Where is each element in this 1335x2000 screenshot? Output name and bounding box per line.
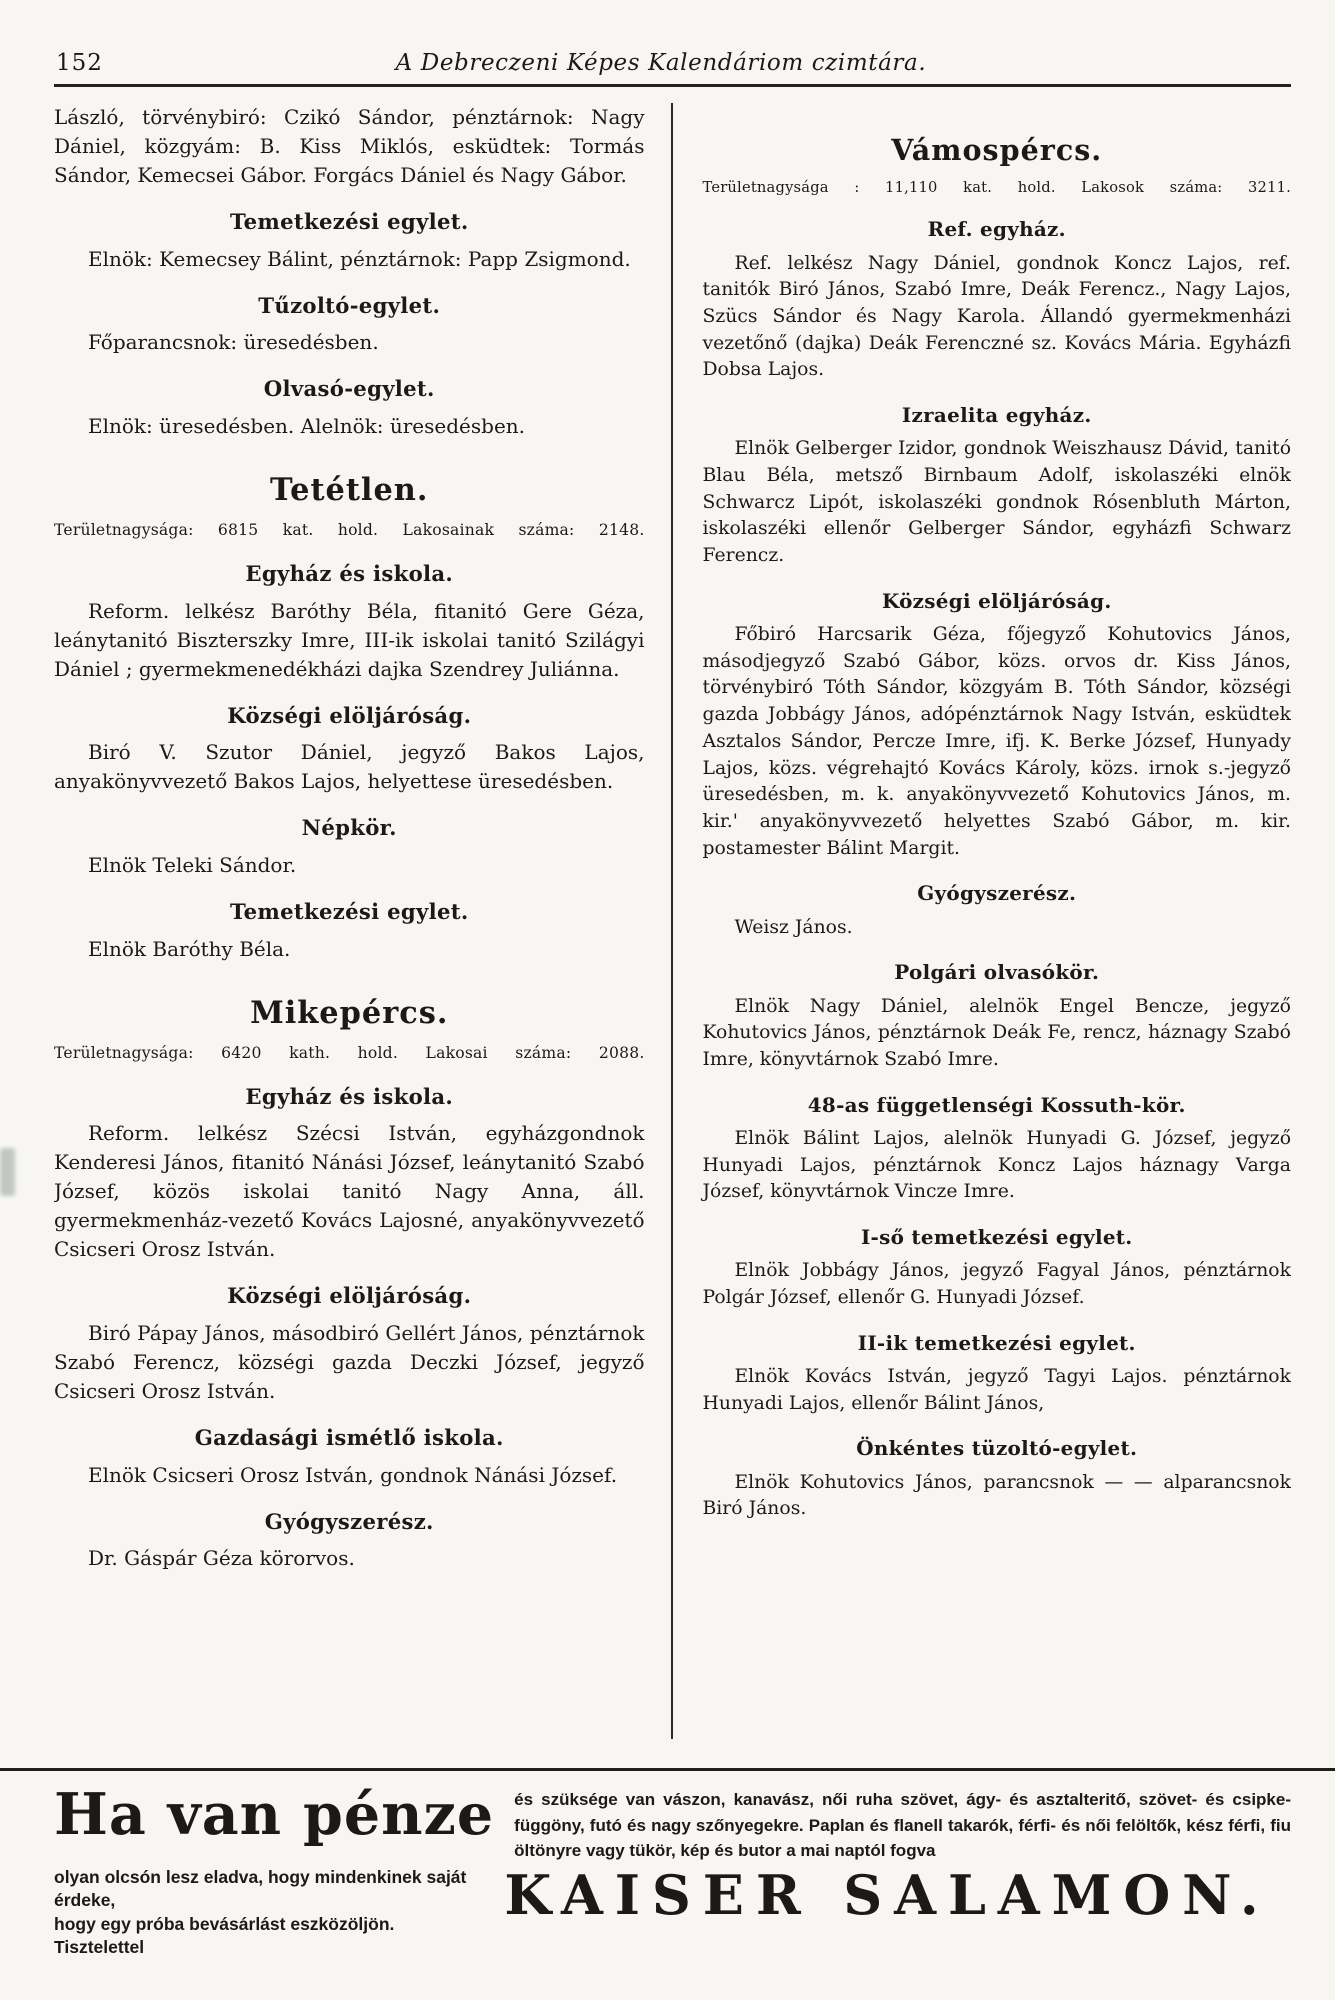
ad-bottom-row (54, 1862, 1291, 1961)
paragraph: Elnök: üresedésben. Alelnök: üresedésben. (88, 414, 526, 439)
section-heading: Egyház és iskola. (245, 1083, 454, 1109)
section-heading: Gyógyszerész. (917, 881, 1077, 906)
section-heading: Olvasó-egylet. (263, 376, 435, 402)
section-heading: Községi elöljáróság. (227, 702, 472, 728)
section-heading: Temetkezési egylet. (229, 209, 469, 234)
area-info: Területnagysága : 11,110 kat. hold. Lakosok száma: 3211. (702, 178, 1291, 196)
paragraph: Elnök Kovács István, jegyző Tagyi Lajos. pénztárnok Hunyadi Lajos, ellenőr Bálint János, (702, 1365, 1291, 1414)
paragraph: Weisz János. (734, 916, 853, 938)
paragraph: Elnök: Kemecsey Bálint, pénztárnok: Papp Zsigmond. (88, 246, 631, 271)
paragraph: Reform. lelkész Szécsi István, egyházgondnok Kenderesi János, fitanitó Nánási József, leánytanitó Szabó József, közös iskolai tanitó Nagy Anna, áll. gyermekmenház-vezető Kovács Lajosné, anyakönyvvezető Csicseri Orosz István. (54, 1121, 645, 1262)
ad-top-text: és szüksége van vászon, kanavász, női ruha szövet, ágy- és asztalteritő, szövet- és csipke-függöny, futó és nagy szőnyegekre. Paplan és flanell takarók, férfi- és női felöltők, kész férfi, fiu öltönyre vagy tükör, kép és butor a mai naptól fogva (514, 1790, 1291, 1860)
section-heading: Községi elöljáróság. (227, 1283, 472, 1309)
paragraph: Reform. lelkész Baróthy Béla, fitanitó Gere Géza, leánytanitó Biszterszky Imre, III-ik iskolai tanitó Szilágyi Dániel ; gyermekmenedékházi dajka Szendrey Juliánna. (54, 598, 645, 681)
town-title: Mikepércs. (250, 994, 449, 1031)
paragraph: Elnök Baróthy Béla. (88, 936, 291, 961)
town-title: Vámospércs. (891, 133, 1103, 167)
section-heading: 48-as függetlenségi Kossuth-kör. (807, 1092, 1186, 1117)
section-heading: Egyház és iskola. (245, 560, 454, 586)
paragraph: Elnök Jobbágy János, jegyző Fagyal János, pénztárnok Polgár József, ellenőr G. Hunyadi József. (702, 1260, 1291, 1308)
paragraph: László, törvénybiró: Czikó Sándor, pénztárnok: Nagy Dániel, közgyám: B. Kiss Miklós, esküdtek: Tormás Sándor, Kemecsei Gábor. Forgács Dániel és Nagy Gábor. (54, 105, 645, 187)
ad-brand-name: KAISER SALAMON. (504, 1862, 1271, 1927)
town-title: Tetétlen. (270, 472, 429, 509)
ad-bottom-line1: olyan olcsón lesz eladva, hogy mindenkinek saját érdeke, (54, 1866, 467, 1911)
ad-headline: Ha van pénze (54, 1781, 495, 1848)
paragraph: Elnök Kohutovics János, parancsnok — — alparancsnok Biró János. (702, 1471, 1291, 1520)
section-heading: II-ik temetkezési egylet. (857, 1330, 1136, 1355)
paragraph: Főbiró Harcsarik Géza, főjegyző Kohutovics János, másodjegyző Szabó Gábor, közs. orvos dr. Kiss János, törvénybiró Tóth Sándor, közgyám B. Tóth Sándor, községi gazda Jobbágy János, adópénztárnok Nagy István, esküdtek Asztalos Sándor, Percze Imre, ifj. K. Berke József, Hunyady Lajos, közs. végrehajtó Kovács Károly, közs. irnok s.-jegyző üresedésben, m. k. anyakönyvvezető Kohutovics János, m. kir.' anyakönyvvezető helyettes Szabó Gábor, m. kir. postamester Bálint Margit. (702, 624, 1291, 859)
advertisement (0, 1768, 1335, 2000)
margin-smudge (0, 1148, 15, 1196)
paragraph: Biró Pápay János, másodbiró Gellért János, pénztárnok Szabó Ferencz, községi gazda Deczki József, jegyző Csicseri Orosz István. (54, 1320, 645, 1403)
directory-columns (54, 87, 1291, 1739)
ad-top-row (54, 1781, 1291, 1864)
section-heading: Gyógyszerész. (264, 1508, 434, 1534)
paragraph: Főparancsnok: üresedésben. (88, 330, 379, 355)
paragraph: Elnök Csicseri Orosz István, gondnok Nánási József. (88, 1462, 618, 1487)
ad-bottom-line2: hogy egy próba bevásárlást eszközöljön. Tisztelettel (54, 1913, 395, 1958)
section-heading: Ref. egyház. (927, 217, 1066, 242)
section-heading: Temetkezési egylet. (229, 899, 469, 925)
section-heading: Tűzoltó-egylet. (258, 292, 441, 318)
left-column (54, 103, 673, 1739)
section-heading: Népkör. (301, 815, 397, 841)
section-heading: Községi elöljáróság. (881, 588, 1112, 613)
paragraph: Elnök Gelberger Izidor, gondnok Weiszhausz Dávid, tanitó Blau Béla, metsző Birnbaum Adolf, iskolaszéki elnök Schwarcz Lipót, iskolaszéki gondnok Rósenbluth Márton, iskolaszéki ellenőr Gelberger Sándor, egyházfi Schwarz Ferencz. (702, 438, 1291, 567)
paragraph: Biró V. Szutor Dániel, jegyző Bakos Lajos, anyakönyvvezető Bakos Lajos, helyettese üresedésben. (54, 740, 645, 794)
section-heading: Önkéntes tüzoltó-egylet. (856, 1436, 1138, 1461)
page-number: 152 (56, 50, 103, 76)
ad-bottom-text (54, 1866, 484, 1961)
area-info: Területnagysága: 6815 kat. hold. Lakosainak száma: 2148. (54, 521, 645, 540)
section-heading: Polgári olvasókör. (894, 960, 1100, 985)
section-heading: Gazdasági ismétlő iskola. (194, 1424, 504, 1450)
page-title: A Debreczeni Képes Kalendáriom czimtára. (395, 50, 927, 76)
paragraph: Elnök Teleki Sándor. (88, 853, 297, 878)
paragraph: Dr. Gáspár Géza körorvos. (88, 1546, 355, 1571)
paragraph: Elnök Nagy Dániel, alelnök Engel Bencze, jegyző Kohutovics János, pénztárnok Deák Fe, rencz, háznagy Szabó Imre, könyvtárnok Szabó Imre. (702, 995, 1291, 1070)
section-heading: Izraelita egyház. (901, 403, 1092, 428)
paragraph: Elnök Bálint Lajos, alelnök Hunyadi G. József, jegyző Hunyadi Lajos, pénztárnok Koncz Lajos háznagy Varga József, könyvtárnok Vincze Imre. (702, 1127, 1291, 1203)
right-column (673, 103, 1292, 1739)
paragraph: Ref. lelkész Nagy Dániel, gondnok Koncz Lajos, ref. tanitók Biró János, Szabó Imre, Deák Ferencz., Nagy Lajos, Szücs Sándor és Nagy Karola. Állandó gyermekmenházi vezetőnő (dajka) Deák Ferenczné sz. Kovács Mária. Egyházfi Dobsa Lajos. (702, 252, 1291, 381)
section-heading: I-ső temetkezési egylet. (860, 1224, 1133, 1249)
page-header (0, 0, 1335, 84)
area-info: Területnagysága: 6420 kath. hold. Lakosai száma: 2088. (54, 1043, 645, 1062)
